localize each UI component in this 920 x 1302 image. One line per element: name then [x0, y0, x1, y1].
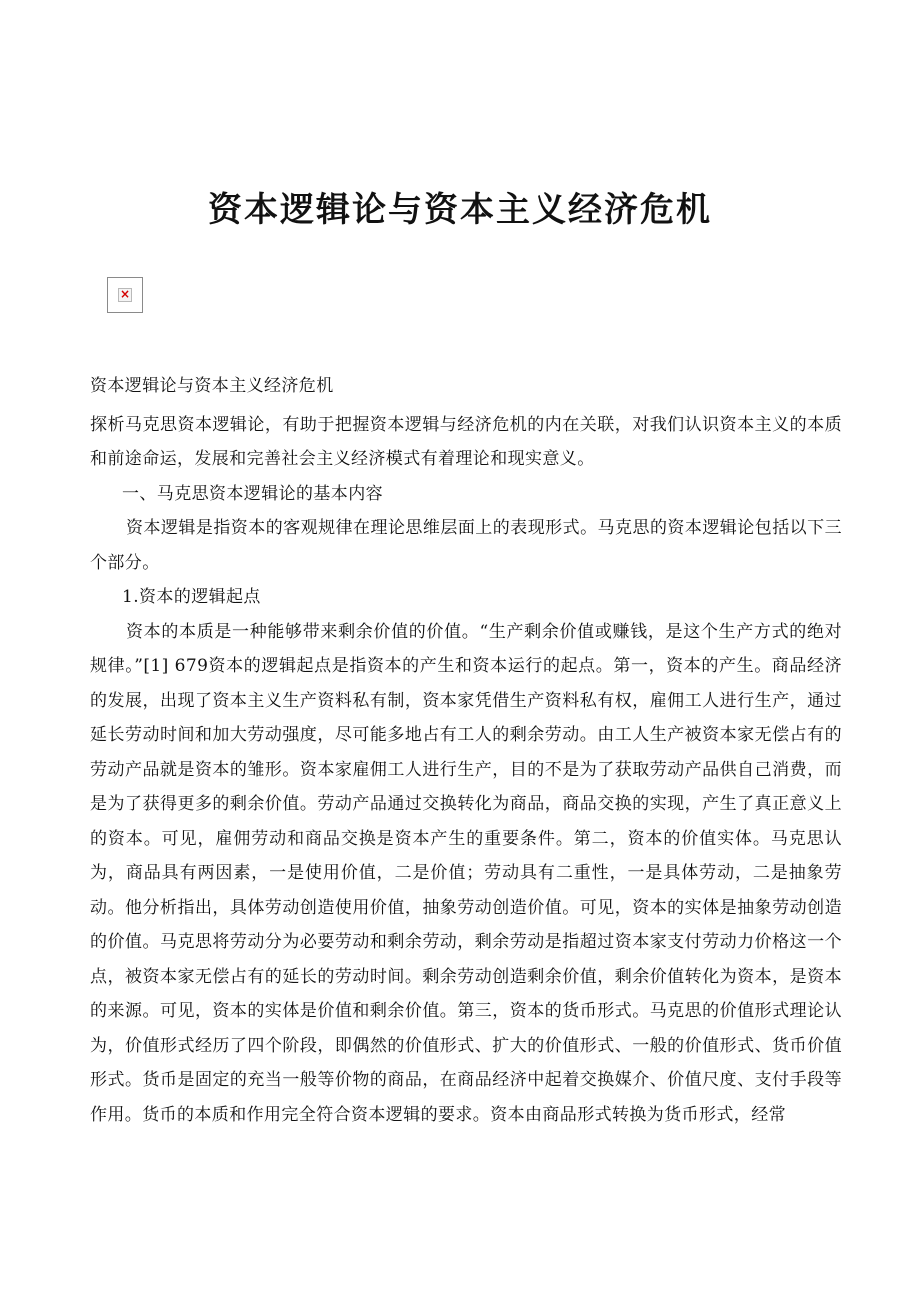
broken-image-frame [118, 288, 132, 302]
section-heading: 一、马克思资本逻辑论的基本内容 [122, 483, 383, 504]
subsection-heading: 1.资本的逻辑起点 [122, 587, 261, 607]
document-body [90, 369, 842, 1132]
definition-paragraph: 资本逻辑是指资本的客观规律在理论思维层面上的表现形式。马克思的资本逻辑论包括以下三个部分。 [90, 518, 842, 573]
document-title: 资本逻辑论与资本主义经济危机 [208, 190, 712, 230]
subtitle-paragraph: 资本逻辑论与资本主义经济危机 [90, 376, 334, 396]
red-x-icon: × [119, 287, 131, 301]
body-paragraph: 资本的本质是一种能够带来剩余价值的价值。“生产剩余价值或赚钱，是这个生产方式的绝对规律。”[1] 679资本的逻辑起点是指资本的产生和资本运行的起点。第一，资本的产生。商品经济的发展，出现了资本主义生产资料私有制，资本家凭借生产资料私有权，雇佣工人进行生产，通过延长劳动时间和加大劳动强度，尽可能多地占有工人的剩余劳动。由工人生产被资本家无偿占有的劳动产品就是资本的雏形。资本家雇佣工人进行生产，目的不是为了获取劳动产品供自己消费，而是为了获得更多的剩余价值。劳动产品通过交换转化为商品，商品交换的实现，产生了真正意义上的资本。可见，雇佣劳动和商品交换是资本产生的重要条件。第二，资本的价值实体。马克思认为，商品具有两因素，一是使用价值，二是价值；劳动具有二重性，一是具体劳动，二是抽象劳动。他分析指出，具体劳动创造使用价值，抽象劳动创造价值。可见，资本的实体是抽象劳动创造的价值。马克思将劳动分为必要劳动和剩余劳动，剩余劳动是指超过资本家支付劳动力价格这一个点，被资本家无偿占有的延长的劳动时间。剩余劳动创造剩余价值，剩余价值转化为资本，是资本的来源。可见，资本的实体是价值和剩余价值。第三，资本的货币形式。马克思的价值形式理论认为，价值形式经历了四个阶段，即偶然的价值形式、扩大的价值形式、一般的价值形式、货币价值形式。货币是固定的充当一般等价物的商品，在商品经济中起着交换媒介、价值尺度、支付手段等作用。货币的本质和作用完全符合资本逻辑的要求。资本由商品形式转换为货币形式，经常 [90, 621, 842, 1125]
broken-image-icon [107, 277, 143, 313]
intro-paragraph: 探析马克思资本逻辑论，有助于把握资本逻辑与经济危机的内在关联，对我们认识资本主义的本质和前途命运，发展和完善社会主义经济模式有着理论和现实意义。 [90, 414, 842, 469]
